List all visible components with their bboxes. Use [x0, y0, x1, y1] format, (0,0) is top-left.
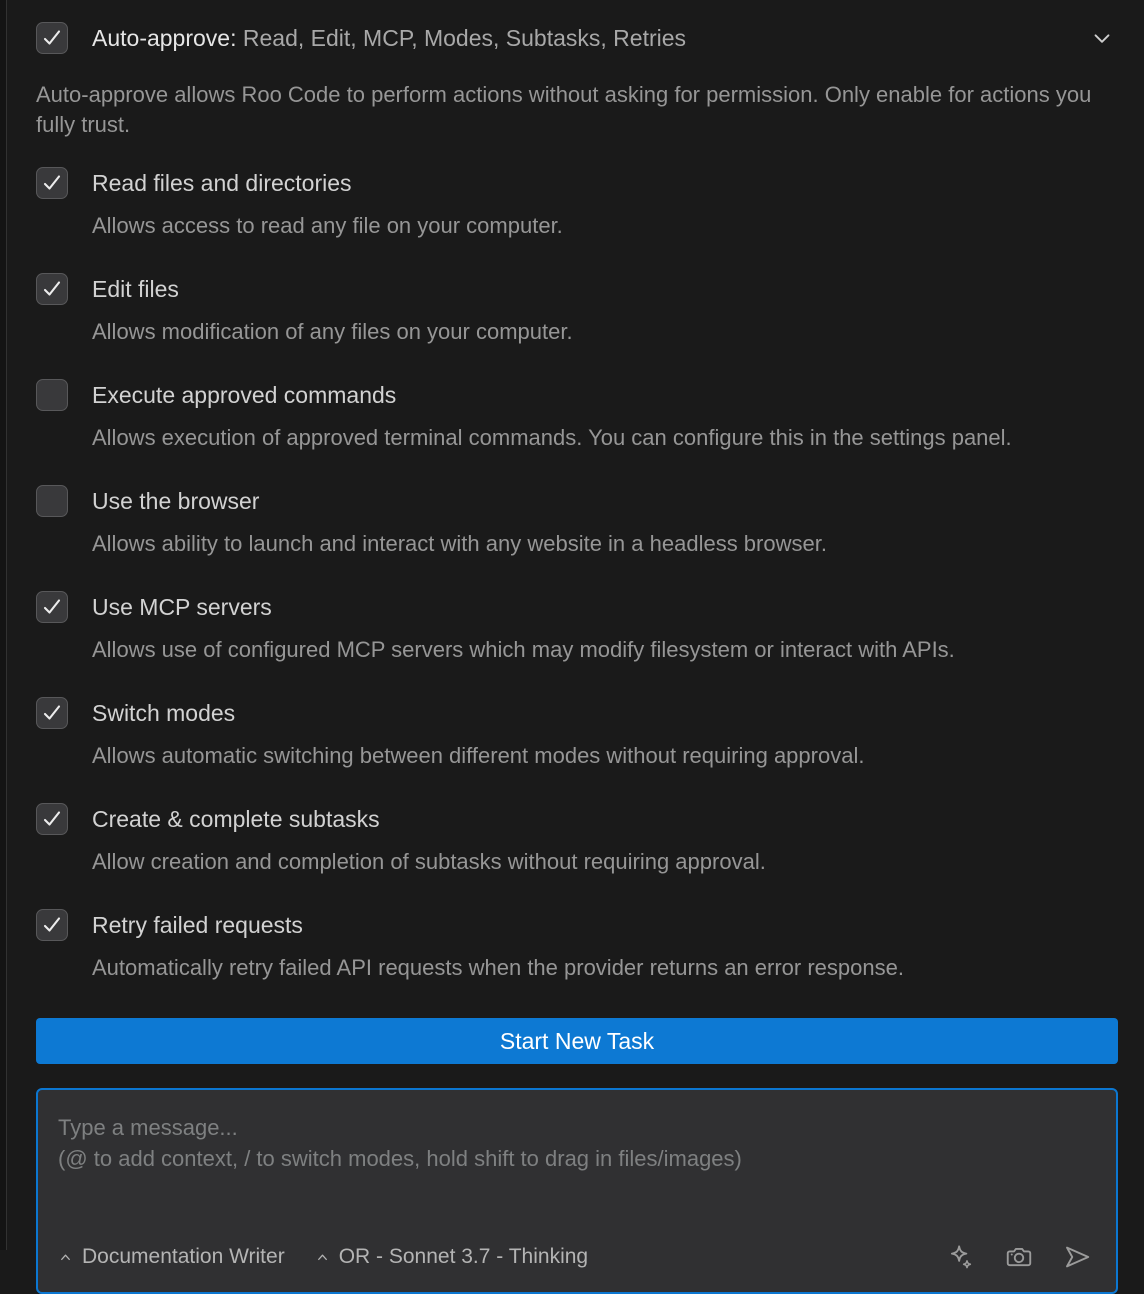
option-description: Allows access to read any file on your computer.	[92, 213, 563, 238]
option-description: Allows use of configured MCP servers which may modify filesystem or interact with APIs.	[92, 637, 955, 662]
camera-icon	[1004, 1242, 1034, 1272]
option-row-use-mcp	[36, 591, 1118, 665]
auto-approve-title-label: Auto-approve:	[92, 25, 237, 51]
option-row-read-files	[36, 167, 1118, 241]
option-label: Create & complete subtasks	[92, 806, 380, 832]
collapse-toggle[interactable]	[1088, 24, 1116, 52]
checkmark-icon	[41, 278, 63, 300]
message-placeholder-line1: Type a message...	[58, 1115, 238, 1140]
checkmark-icon	[41, 914, 63, 936]
execute-commands-checkbox[interactable]	[36, 379, 68, 411]
option-description: Automatically retry failed API requests when the provider returns an error response.	[92, 955, 904, 980]
option-label: Read files and directories	[92, 170, 352, 196]
send-icon	[1062, 1242, 1092, 1272]
checkmark-icon	[41, 808, 63, 830]
message-placeholder	[58, 1112, 1094, 1174]
edit-files-checkbox[interactable]	[36, 273, 68, 305]
option-label: Switch modes	[92, 700, 236, 726]
option-label: Use MCP servers	[92, 594, 272, 620]
option-row-retry-requests	[36, 909, 1118, 983]
chevron-down-icon	[1089, 25, 1115, 51]
option-description: Allows modification of any files on your computer.	[92, 319, 573, 344]
option-label: Use the browser	[92, 488, 260, 514]
send-button[interactable]	[1060, 1240, 1094, 1274]
auto-approve-title[interactable]	[92, 22, 1064, 54]
option-label: Edit files	[92, 276, 179, 302]
use-browser-checkbox[interactable]	[36, 485, 68, 517]
mode-selector[interactable]	[58, 1245, 285, 1269]
option-label: Retry failed requests	[92, 912, 303, 938]
switch-modes-checkbox[interactable]	[36, 697, 68, 729]
chevron-up-icon	[58, 1250, 73, 1265]
retry-requests-checkbox[interactable]	[36, 909, 68, 941]
checkmark-icon	[41, 596, 63, 618]
auto-approve-master-checkbox[interactable]	[36, 22, 68, 54]
subtasks-checkbox[interactable]	[36, 803, 68, 835]
screenshot-button[interactable]	[1002, 1240, 1036, 1274]
option-row-switch-modes	[36, 697, 1118, 771]
option-label: Execute approved commands	[92, 382, 397, 408]
option-description: Allow creation and completion of subtasks without requiring approval.	[92, 849, 766, 874]
enhance-prompt-button[interactable]	[944, 1240, 978, 1274]
composer-toolbar	[58, 1240, 1094, 1274]
auto-approve-description: Auto-approve allows Roo Code to perform actions without asking for permission. Only enable for actions you fully trust.	[36, 82, 1092, 137]
read-files-checkbox[interactable]	[36, 167, 68, 199]
option-row-edit-files	[36, 273, 1118, 347]
auto-approve-header	[36, 22, 1118, 54]
chevron-up-icon	[315, 1250, 330, 1265]
checkmark-icon	[41, 702, 63, 724]
enhance-prompt-icon	[946, 1242, 976, 1272]
message-input[interactable]	[36, 1088, 1118, 1294]
start-new-task-button[interactable]: Start New Task	[36, 1018, 1118, 1064]
model-selector[interactable]	[315, 1245, 588, 1269]
option-row-subtasks	[36, 803, 1118, 877]
auto-approve-title-summary: Read, Edit, MCP, Modes, Subtasks, Retries	[242, 25, 687, 51]
message-placeholder-line2: (@ to add context, / to switch modes, hold shift to drag in files/images)	[58, 1146, 742, 1171]
option-description: Allows automatic switching between different modes without requiring approval.	[92, 743, 865, 768]
mode-selector-label: Documentation Writer	[82, 1245, 285, 1268]
checkmark-icon	[41, 27, 63, 49]
use-mcp-checkbox[interactable]	[36, 591, 68, 623]
option-row-use-browser	[36, 485, 1118, 559]
option-row-execute-commands	[36, 379, 1118, 453]
option-description: Allows execution of approved terminal commands. You can configure this in the settings panel.	[92, 425, 1012, 450]
auto-approve-options	[36, 167, 1118, 983]
model-selector-label: OR - Sonnet 3.7 - Thinking	[338, 1245, 589, 1268]
option-description: Allows ability to launch and interact with any website in a headless browser.	[92, 531, 827, 556]
checkmark-icon	[41, 172, 63, 194]
